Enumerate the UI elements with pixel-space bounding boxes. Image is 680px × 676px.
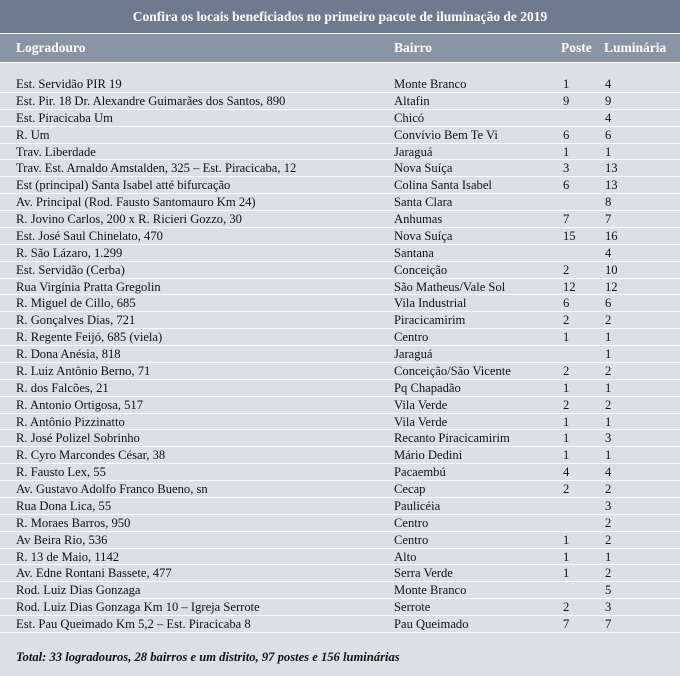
table-row [0, 245, 680, 262]
table-row [0, 430, 680, 447]
table-row [0, 515, 680, 532]
cell-bairro: Jaraguá [394, 347, 433, 361]
table-row [0, 447, 680, 464]
cell-poste: 4 [563, 465, 570, 480]
cell-logradouro: R. Dona Anésia, 818 [16, 347, 121, 361]
cell-bairro: Piracicamirim [394, 313, 466, 328]
cell-logradouro: Est. Pir. 18 Dr. Alexandre Guimarães dos Santos, 890 [16, 93, 286, 108]
cell-luminaria: 4 [605, 77, 612, 91]
cell-poste: 7 [563, 617, 570, 631]
header-poste: Poste [561, 40, 592, 55]
cell-bairro: Pau Queimado [394, 617, 469, 631]
header-logradouro: Logradouro [16, 40, 86, 55]
cell-bairro: Paulicéia [394, 498, 441, 513]
cell-luminaria: 6 [605, 127, 612, 142]
cell-logradouro: Rua Virgínia Pratta Gregolin [16, 279, 161, 294]
cell-luminaria: 12 [605, 279, 618, 294]
cell-luminaria: 2 [605, 313, 612, 328]
cell-bairro: Monte Branco [394, 583, 467, 598]
cell-luminaria: 16 [605, 228, 618, 243]
cell-poste: 2 [563, 482, 570, 496]
table-row [0, 76, 680, 93]
table-row [0, 295, 680, 312]
header-bairro: Bairro [394, 40, 432, 55]
cell-poste: 3 [563, 161, 570, 176]
cell-luminaria: 3 [605, 431, 612, 446]
cell-logradouro: R. Gonçalves Dias, 721 [16, 313, 136, 328]
cell-poste: 1 [563, 77, 570, 91]
cell-bairro: Centro [394, 532, 429, 547]
cell-luminaria: 4 [605, 245, 612, 260]
table-body [0, 76, 680, 633]
cell-luminaria: 2 [605, 515, 612, 530]
cell-bairro: Santa Clara [394, 195, 453, 210]
table-row [0, 464, 680, 481]
cell-logradouro: R. dos Falcões, 21 [16, 380, 109, 395]
table-row [0, 599, 680, 616]
cell-poste: 12 [563, 279, 576, 294]
cell-bairro: Vila Verde [394, 414, 448, 429]
cell-logradouro: Est. José Saul Chinelato, 470 [16, 228, 163, 243]
cell-luminaria: 2 [605, 482, 612, 496]
table-row [0, 397, 680, 414]
cell-bairro: Nova Suíça [394, 161, 453, 176]
cell-logradouro: R. Miguel de Cillo, 685 [16, 296, 136, 311]
table-row [0, 380, 680, 397]
table-row [0, 565, 680, 582]
cell-luminaria: 2 [605, 532, 612, 547]
cell-logradouro: Rod. Luiz Dias Gonzaga Km 10 – Igreja Serrote [16, 600, 260, 615]
cell-logradouro: Av. Edne Rontani Bassete, 477 [16, 566, 172, 581]
cell-luminaria: 7 [605, 617, 612, 631]
cell-logradouro: R. Antonio Ortigosa, 517 [16, 397, 143, 412]
table-row [0, 144, 680, 161]
cell-poste: 9 [563, 93, 570, 108]
cell-poste: 1 [563, 566, 570, 581]
cell-logradouro: Rod. Luiz Dias Gonzaga [16, 583, 141, 598]
cell-logradouro: R. Luiz Antônio Berno, 71 [16, 363, 151, 378]
cell-luminaria: 2 [605, 566, 612, 581]
cell-luminaria: 7 [605, 212, 612, 226]
cell-poste: 2 [563, 397, 570, 412]
table-row [0, 262, 680, 279]
cell-luminaria: 1 [605, 549, 612, 564]
cell-luminaria: 1 [605, 414, 612, 429]
cell-bairro: São Matheus/Vale Sol [394, 279, 506, 294]
cell-logradouro: Av. Principal (Rod. Fausto Santomauro Km 24) [16, 195, 256, 210]
cell-luminaria: 6 [605, 296, 612, 311]
table-row [0, 549, 680, 566]
cell-bairro: Alto [394, 549, 417, 564]
cell-poste: 1 [563, 414, 570, 429]
table-row [0, 532, 680, 549]
cell-bairro: Monte Branco [394, 77, 467, 91]
cell-luminaria: 1 [605, 380, 612, 395]
cell-logradouro: R. Jovino Carlos, 200 x R. Ricieri Gozzo, 30 [16, 212, 242, 226]
cell-luminaria: 2 [605, 363, 612, 378]
cell-logradouro: Est (principal) Santa Isabel atté bifurcação [16, 178, 231, 193]
cell-bairro: Nova Suíça [394, 228, 453, 243]
table-row [0, 346, 680, 363]
header-luminaria: Luminária [604, 40, 667, 55]
cell-bairro: Vila Industrial [394, 296, 467, 311]
cell-luminaria: 1 [605, 448, 612, 463]
table-row [0, 363, 680, 380]
cell-logradouro: Av. Gustavo Adolfo Franco Bueno, sn [16, 482, 208, 496]
cell-logradouro: Trav. Est. Arnaldo Amstalden, 325 – Est. Piracicaba, 12 [16, 161, 297, 176]
cell-bairro: Recanto Piracicamirim [394, 431, 510, 446]
cell-luminaria: 3 [605, 600, 612, 615]
cell-bairro: Centro [394, 515, 429, 530]
cell-luminaria: 5 [605, 583, 612, 598]
table-row [0, 110, 680, 127]
table-row [0, 194, 680, 211]
cell-bairro: Centro [394, 330, 429, 345]
table-title: Confira os locais beneficiados no primeiro pacote de iluminação de 2019 [0, 0, 680, 33]
cell-luminaria: 13 [605, 178, 618, 193]
cell-bairro: Conceição/São Vicente [394, 363, 511, 378]
cell-logradouro: Est. Servidão PIR 19 [16, 77, 122, 91]
cell-poste: 1 [563, 532, 570, 547]
cell-bairro: Anhumas [394, 212, 443, 226]
table-row [0, 93, 680, 110]
cell-luminaria: 9 [605, 93, 612, 108]
cell-logradouro: R. Um [16, 127, 50, 142]
table-row [0, 481, 680, 498]
table-row [0, 160, 680, 177]
cell-logradouro: R. 13 de Maio, 1142 [16, 549, 120, 564]
table-row [0, 414, 680, 431]
cell-bairro: Pacaembú [394, 465, 446, 480]
cell-luminaria: 2 [605, 397, 612, 412]
cell-bairro: Mário Dedini [394, 448, 463, 463]
table-row [0, 228, 680, 245]
cell-bairro: Cecap [394, 482, 426, 496]
table-header [0, 33, 680, 63]
cell-luminaria: 8 [605, 195, 612, 210]
table-row [0, 498, 680, 515]
cell-logradouro: Est. Piracicaba Um [16, 110, 113, 125]
cell-poste: 6 [563, 296, 570, 311]
cell-luminaria: 13 [605, 161, 618, 176]
table-row [0, 211, 680, 228]
cell-poste: 1 [563, 144, 570, 159]
cell-luminaria: 1 [605, 330, 612, 345]
cell-luminaria: 3 [605, 498, 612, 513]
cell-poste: 1 [563, 431, 570, 446]
cell-poste: 6 [563, 127, 570, 142]
cell-logradouro: Trav. Liberdade [16, 144, 96, 159]
cell-logradouro: Est. Pau Queimado Km 5,2 – Est. Piracicaba 8 [16, 617, 251, 631]
cell-logradouro: Est. Servidão (Cerba) [16, 262, 125, 277]
cell-bairro: Vila Verde [394, 397, 448, 412]
cell-luminaria: 1 [605, 347, 612, 361]
cell-luminaria: 1 [605, 144, 612, 159]
cell-bairro: Conceição [394, 262, 448, 277]
table-row [0, 582, 680, 599]
table-row [0, 312, 680, 329]
table-row [0, 616, 680, 633]
cell-luminaria: 4 [605, 110, 612, 125]
cell-logradouro: R. Fausto Lex, 55 [16, 465, 106, 480]
cell-poste: 1 [563, 380, 570, 395]
cell-logradouro: R. Cyro Marcondes César, 38 [16, 448, 166, 463]
cell-bairro: Chicó [394, 110, 425, 125]
table-row [0, 329, 680, 346]
cell-logradouro: R. Antônio Pizzinatto [16, 414, 125, 429]
table-footer-total: Total: 33 logradouros, 28 bairros e um distrito, 97 postes e 156 luminárias [16, 650, 400, 664]
cell-bairro: Serra Verde [394, 566, 453, 581]
cell-logradouro: R. Moraes Barros, 950 [16, 515, 131, 530]
cell-bairro: Pq Chapadão [394, 380, 461, 395]
cell-logradouro: R. Regente Feijó, 685 (viela) [16, 330, 163, 345]
cell-logradouro: R. José Polizel Sobrinho [16, 431, 140, 446]
cell-poste: 15 [563, 228, 576, 243]
cell-poste: 2 [563, 313, 570, 328]
cell-logradouro: R. São Lázaro, 1.299 [16, 245, 123, 260]
cell-poste: 1 [563, 549, 570, 564]
cell-bairro: Serrote [394, 600, 431, 615]
cell-poste: 6 [563, 178, 570, 193]
table-row [0, 279, 680, 296]
cell-bairro: Colina Santa Isabel [394, 178, 492, 193]
cell-poste: 2 [563, 600, 570, 615]
cell-poste: 2 [563, 363, 570, 378]
cell-luminaria: 10 [605, 262, 618, 277]
cell-poste: 1 [563, 330, 570, 345]
cell-bairro: Convívio Bem Te Vi [394, 127, 498, 142]
cell-bairro: Jaraguá [394, 144, 433, 159]
cell-logradouro: Rua Dona Lica, 55 [16, 498, 112, 513]
cell-luminaria: 4 [605, 465, 612, 480]
cell-bairro: Altafin [394, 93, 430, 108]
cell-bairro: Santana [394, 245, 434, 260]
table-row [0, 177, 680, 194]
cell-poste: 7 [563, 212, 570, 226]
cell-poste: 2 [563, 262, 570, 277]
cell-logradouro: Av Beira Rio, 536 [16, 532, 108, 547]
table-row [0, 127, 680, 144]
cell-poste: 1 [563, 448, 570, 463]
